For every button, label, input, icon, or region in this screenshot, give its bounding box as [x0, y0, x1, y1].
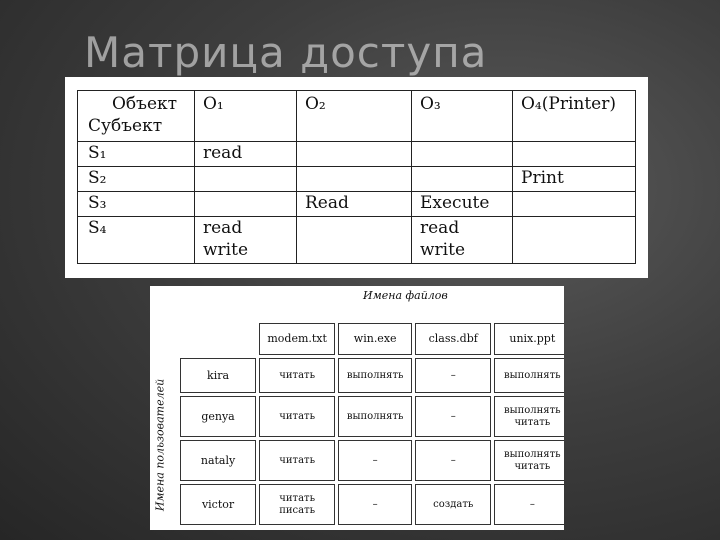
user-names-axis — [150, 360, 170, 530]
cell-line: выполнять — [504, 404, 561, 416]
table-cell: выполнять — [338, 396, 412, 437]
table-row — [78, 167, 636, 192]
file-header: unix.ppt — [494, 323, 564, 355]
header-row — [78, 91, 636, 142]
cell-line: писать — [279, 504, 316, 516]
table-cell — [513, 142, 636, 167]
table-cell — [412, 217, 513, 264]
table-cell: – — [415, 358, 491, 393]
slide-title: Матрица доступа — [84, 28, 488, 77]
table-row — [180, 396, 564, 437]
cell-line: читать — [279, 492, 316, 504]
table-cell — [297, 217, 412, 264]
column-header-o3: O₃ — [412, 91, 513, 142]
column-header-o4: O₄(Printer) — [513, 91, 636, 142]
row-header-s1: S₁ — [78, 142, 195, 167]
corner-cell — [78, 91, 195, 142]
file-header: modem.txt — [259, 323, 335, 355]
table-row — [180, 358, 564, 393]
table-row — [78, 142, 636, 167]
user-name: kira — [180, 358, 256, 393]
table-row — [78, 217, 636, 264]
file-header: class.dbf — [415, 323, 491, 355]
cell-line: read — [203, 218, 243, 238]
cell-line: write — [203, 240, 249, 260]
table-cell: – — [415, 440, 491, 481]
cell-line: выполнять — [504, 448, 561, 460]
file-header: win.exe — [338, 323, 412, 355]
row-header-s2: S₂ — [78, 167, 195, 192]
cell-line: write — [420, 240, 466, 260]
table-cell: – — [338, 484, 412, 525]
table-cell — [297, 167, 412, 192]
table-cell — [494, 396, 564, 437]
cell-line: read — [420, 218, 460, 238]
user-name: victor — [180, 484, 256, 525]
table-cell — [513, 192, 636, 217]
table-cell: Print — [513, 167, 636, 192]
table-cell — [259, 484, 335, 525]
table-cell: – — [415, 396, 491, 437]
corner-subject-label: Субъект — [88, 116, 163, 136]
table-cell — [494, 440, 564, 481]
table-row — [180, 484, 564, 525]
table-cell: read — [195, 142, 297, 167]
file-access-table — [177, 320, 564, 528]
header-row — [180, 323, 564, 355]
cell-line: читать — [514, 416, 551, 428]
table-cell — [195, 217, 297, 264]
table-cell: выполнять — [338, 358, 412, 393]
file-access-panel — [150, 286, 564, 530]
table-cell: – — [338, 440, 412, 481]
row-header-s4: S₄ — [78, 217, 195, 264]
table-cell — [412, 167, 513, 192]
user-name: nataly — [180, 440, 256, 481]
table-row — [180, 440, 564, 481]
table-cell: – — [494, 484, 564, 525]
row-header-s3: S₃ — [78, 192, 195, 217]
table-cell — [412, 142, 513, 167]
table-cell — [297, 142, 412, 167]
table-cell — [195, 192, 297, 217]
table-row — [78, 192, 636, 217]
table-cell: создать — [415, 484, 491, 525]
column-header-o1: O₁ — [195, 91, 297, 142]
user-names-label: Имена пользователей — [153, 378, 167, 512]
access-matrix-table — [77, 90, 636, 264]
table-cell: читать — [259, 440, 335, 481]
column-header-o2: O₂ — [297, 91, 412, 142]
table-cell: Execute — [412, 192, 513, 217]
table-cell: Read — [297, 192, 412, 217]
table-cell: выполнять — [494, 358, 564, 393]
cell-line: читать — [514, 460, 551, 472]
table-cell: читать — [259, 358, 335, 393]
table-cell: читать — [259, 396, 335, 437]
empty-corner — [180, 323, 256, 355]
corner-object-label: Объект — [112, 94, 178, 114]
table-cell — [513, 217, 636, 264]
user-name: genya — [180, 396, 256, 437]
access-matrix-panel — [65, 77, 648, 278]
table-cell — [195, 167, 297, 192]
file-names-caption: Имена файлов — [363, 289, 448, 302]
